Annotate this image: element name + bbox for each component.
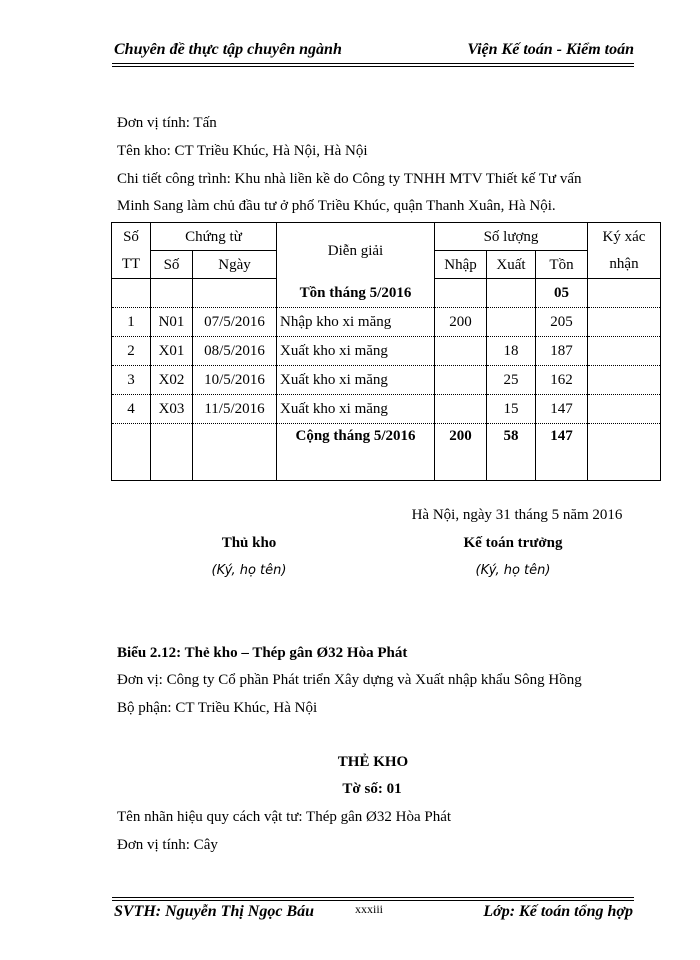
row-balance: 205 bbox=[536, 308, 588, 337]
row-out: 25 bbox=[487, 366, 536, 395]
total-balance: 147 bbox=[536, 424, 588, 481]
row-date: 08/5/2016 bbox=[193, 337, 277, 366]
footer-rule-top bbox=[112, 897, 634, 898]
col-header-balance: Tồn bbox=[536, 251, 588, 279]
storekeeper-title: Thủ kho bbox=[221, 535, 277, 551]
warehouse-line: Tên kho: CT Triều Khúc, Hà Nội, Hà Nội bbox=[117, 143, 368, 159]
col-header-no: Số bbox=[112, 223, 151, 251]
page-number: xxxiii bbox=[355, 902, 384, 916]
row-tt: 1 bbox=[112, 308, 151, 337]
table-row bbox=[112, 337, 661, 366]
row-description: Xuất kho xi măng bbox=[277, 395, 435, 424]
unit-measure-line: Đơn vị tính: Cây bbox=[117, 837, 218, 853]
department-line: Bộ phận: CT Triều Khúc, Hà Nội bbox=[117, 700, 318, 716]
col-header-voucher: Chứng từ bbox=[151, 223, 277, 251]
row-balance: 187 bbox=[536, 337, 588, 366]
row-tt: 2 bbox=[112, 337, 151, 366]
row-out bbox=[487, 308, 536, 337]
unit-line: Đơn vị tính: Tấn bbox=[117, 115, 217, 131]
col-header-voucher-no: Số bbox=[151, 251, 193, 279]
chief-accountant-title: Kế toán trưởng bbox=[463, 535, 563, 551]
table-row bbox=[112, 395, 661, 424]
col-header-voucher-date: Ngày bbox=[193, 251, 277, 279]
opening-row bbox=[112, 279, 661, 308]
opening-balance: 05 bbox=[536, 279, 588, 308]
row-voucher-no: N01 bbox=[151, 308, 193, 337]
signature-date: Hà Nội, ngày 31 tháng 5 năm 2016 bbox=[411, 507, 623, 523]
col-header-confirm: Ký xác bbox=[588, 223, 661, 251]
col-header-out: Xuất bbox=[487, 251, 536, 279]
table-header-row-1 bbox=[112, 223, 661, 251]
company-line: Đơn vị: Công ty Cổ phần Phát triển Xây dựng và Xuất nhập khẩu Sông Hồng bbox=[117, 672, 582, 688]
row-voucher-no: X02 bbox=[151, 366, 193, 395]
total-out: 58 bbox=[487, 424, 536, 481]
row-balance: 162 bbox=[536, 366, 588, 395]
figure-caption: Biểu 2.12: Thẻ kho – Thép gân Ø32 Hòa Phát bbox=[117, 645, 408, 661]
header-rule-top bbox=[112, 63, 634, 64]
storekeeper-sign-note: (Ký, họ tên) bbox=[211, 563, 287, 578]
col-header-quantity: Số lượng bbox=[435, 223, 588, 251]
row-description: Nhập kho xi măng bbox=[277, 308, 435, 337]
header-right: Viện Kế toán - Kiểm toán bbox=[467, 41, 634, 58]
material-line: Tên nhãn hiệu quy cách vật tư: Thép gân Ø32 Hòa Phát bbox=[117, 809, 452, 825]
sheet-number: Tờ số: 01 bbox=[342, 781, 402, 797]
row-date: 10/5/2016 bbox=[193, 366, 277, 395]
total-in: 200 bbox=[435, 424, 487, 481]
stock-card-table bbox=[111, 222, 661, 481]
opening-label: Tồn tháng 5/2016 bbox=[277, 279, 435, 308]
project-line-2: Minh Sang làm chủ đầu tư ở phố Triều Khúc, quận Thanh Xuân, Hà Nội. bbox=[117, 198, 556, 214]
footer-rule-bottom bbox=[112, 900, 634, 901]
col-header-tt: TT bbox=[112, 251, 151, 279]
row-description: Xuất kho xi măng bbox=[277, 366, 435, 395]
table-row bbox=[112, 308, 661, 337]
row-tt: 3 bbox=[112, 366, 151, 395]
row-date: 07/5/2016 bbox=[193, 308, 277, 337]
col-header-description: Diễn giải bbox=[277, 223, 435, 279]
page-header bbox=[112, 38, 634, 62]
total-label: Cộng tháng 5/2016 bbox=[277, 424, 435, 481]
row-in bbox=[435, 337, 487, 366]
header-rule-bottom bbox=[112, 66, 634, 67]
col-header-confirm-2: nhận bbox=[588, 251, 661, 279]
row-balance: 147 bbox=[536, 395, 588, 424]
footer-student: SVTH: Nguyễn Thị Ngọc Báu bbox=[114, 903, 315, 920]
card-title: THẺ KHO bbox=[337, 754, 409, 770]
row-out: 18 bbox=[487, 337, 536, 366]
row-in: 200 bbox=[435, 308, 487, 337]
chief-accountant-sign-note: (Ký, họ tên) bbox=[475, 563, 551, 578]
row-voucher-no: X03 bbox=[151, 395, 193, 424]
total-row bbox=[112, 424, 661, 481]
row-date: 11/5/2016 bbox=[193, 395, 277, 424]
footer-class: Lớp: Kế toán tổng hợp bbox=[483, 903, 633, 920]
row-tt: 4 bbox=[112, 395, 151, 424]
table-row bbox=[112, 366, 661, 395]
header-left: Chuyên đề thực tập chuyên ngành bbox=[114, 41, 342, 58]
project-line-1: Chi tiết công trình: Khu nhà liền kề do Công ty TNHH MTV Thiết kế Tư vấn bbox=[117, 171, 582, 187]
row-out: 15 bbox=[487, 395, 536, 424]
col-header-in: Nhập bbox=[435, 251, 487, 279]
row-description: Xuất kho xi măng bbox=[277, 337, 435, 366]
row-in bbox=[435, 366, 487, 395]
row-in bbox=[435, 395, 487, 424]
row-voucher-no: X01 bbox=[151, 337, 193, 366]
